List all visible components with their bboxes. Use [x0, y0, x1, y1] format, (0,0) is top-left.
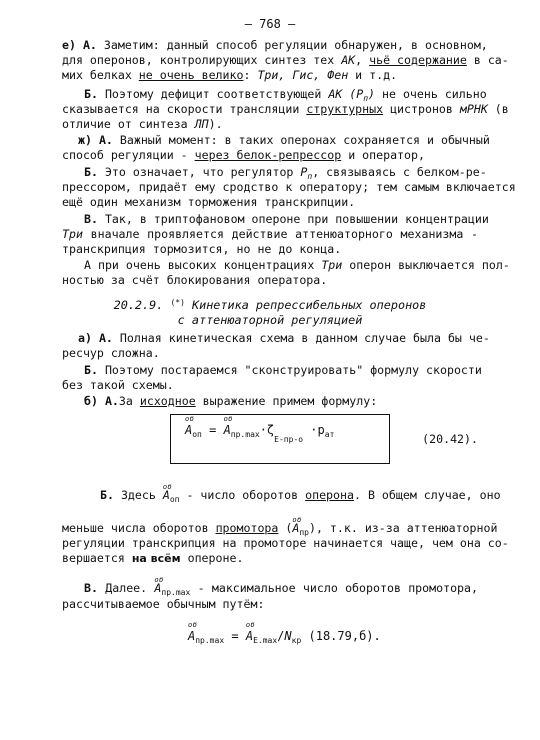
page-number: – 768 –: [244, 17, 296, 31]
equation-box: [170, 414, 390, 464]
text-line: ностью за счёт блокирования оператора.: [62, 273, 328, 287]
text-line: вершается на всём опероне.: [62, 551, 244, 565]
text-line: Три вначале проявляется действие аттенюаторного механизма -: [62, 227, 478, 241]
text-line: Б. Здесь об $A_{оп}$ - число оборотов оперона. В общем случае, оно: [100, 488, 478, 507]
text-line: рассчитываемое обычным путём:: [62, 597, 265, 611]
text-line: меньше числа оборотов промотора (об $A_{пр}$), т.к. из-за аттенюаторной: [62, 521, 478, 540]
text-line: прессором, придаёт ему сродство к оператору; тем самым включается: [62, 180, 516, 194]
text-line: В. Далее. об $A_{пр.max}$ - максимальное число оборотов промотора,: [84, 581, 478, 600]
text-line: ещё один механизм торможения транскрипции.: [62, 195, 356, 209]
text-line: ресчур сложна.: [62, 346, 160, 360]
text-line: а) А. Полная кинетическая схема в данном случае была бы че-: [78, 331, 490, 345]
text-line: транскрипция тормозится, но не до конца.: [62, 242, 342, 256]
section-heading: 20.2.9. (*) Кинетика репрессибельных оперонов: [113, 298, 427, 312]
text-line: В. Так, в триптофановом опероне при повышении концентрации: [84, 212, 489, 226]
text-line: без такой схемы.: [62, 378, 174, 392]
text-line: ж) А. Важный момент: в таких оперонах сохраняется и обычный: [78, 133, 490, 147]
formula-18-79b: об $A_{пр.max}$ = об $A_{Е.max}/N_{кр}$ (18.79,б).: [188, 629, 381, 645]
text-line: б) А.За исходное выражение примем формулу:: [84, 394, 378, 408]
text-line: А при очень высоких концентрациях Три оперон выключается пол-: [84, 258, 510, 272]
equation-number: (20.42).: [422, 432, 478, 446]
equation-20-42: об $A_{оп}$ = об $A_{пр.max}\cdot\zeta_{Е-пр-о} \cdot p_{ат}$: [185, 423, 334, 444]
text-line: Б. Поэтому постараемся "сконструировать" формулу скорости: [84, 363, 482, 377]
text-line: е) А. Заметим: данный способ регуляции обнаружен, в основном,: [62, 38, 488, 52]
text-line: способ регуляции - через белок-репрессор и оператор,: [62, 148, 425, 162]
formula-reference: (18.79,б).: [308, 629, 381, 643]
text-line: отличие от синтеза ЛП).: [62, 117, 223, 131]
text-line: сказывается на скорости трансляции структурных цистронов мРНК (в: [62, 102, 509, 116]
text-line: для оперонов, контролирующих синтез тех АК, чьё содержание в са-: [62, 53, 509, 67]
section-subheading: с аттенюаторной регуляцией: [177, 313, 363, 327]
text-line: мих белках не очень велико: Три, Гис, Фен и т.д.: [62, 68, 398, 82]
text-line: Б. Это означает, что регулятор $P_п$, связываясь с белком-ре-: [84, 165, 487, 181]
text-line: регуляции транскрипция на промоторе начинается чаще, чем она со-: [62, 536, 509, 550]
text-line: Б. Поэтому дефицит соответствующей АК $(P_п)$ не очень сильно: [84, 87, 487, 103]
